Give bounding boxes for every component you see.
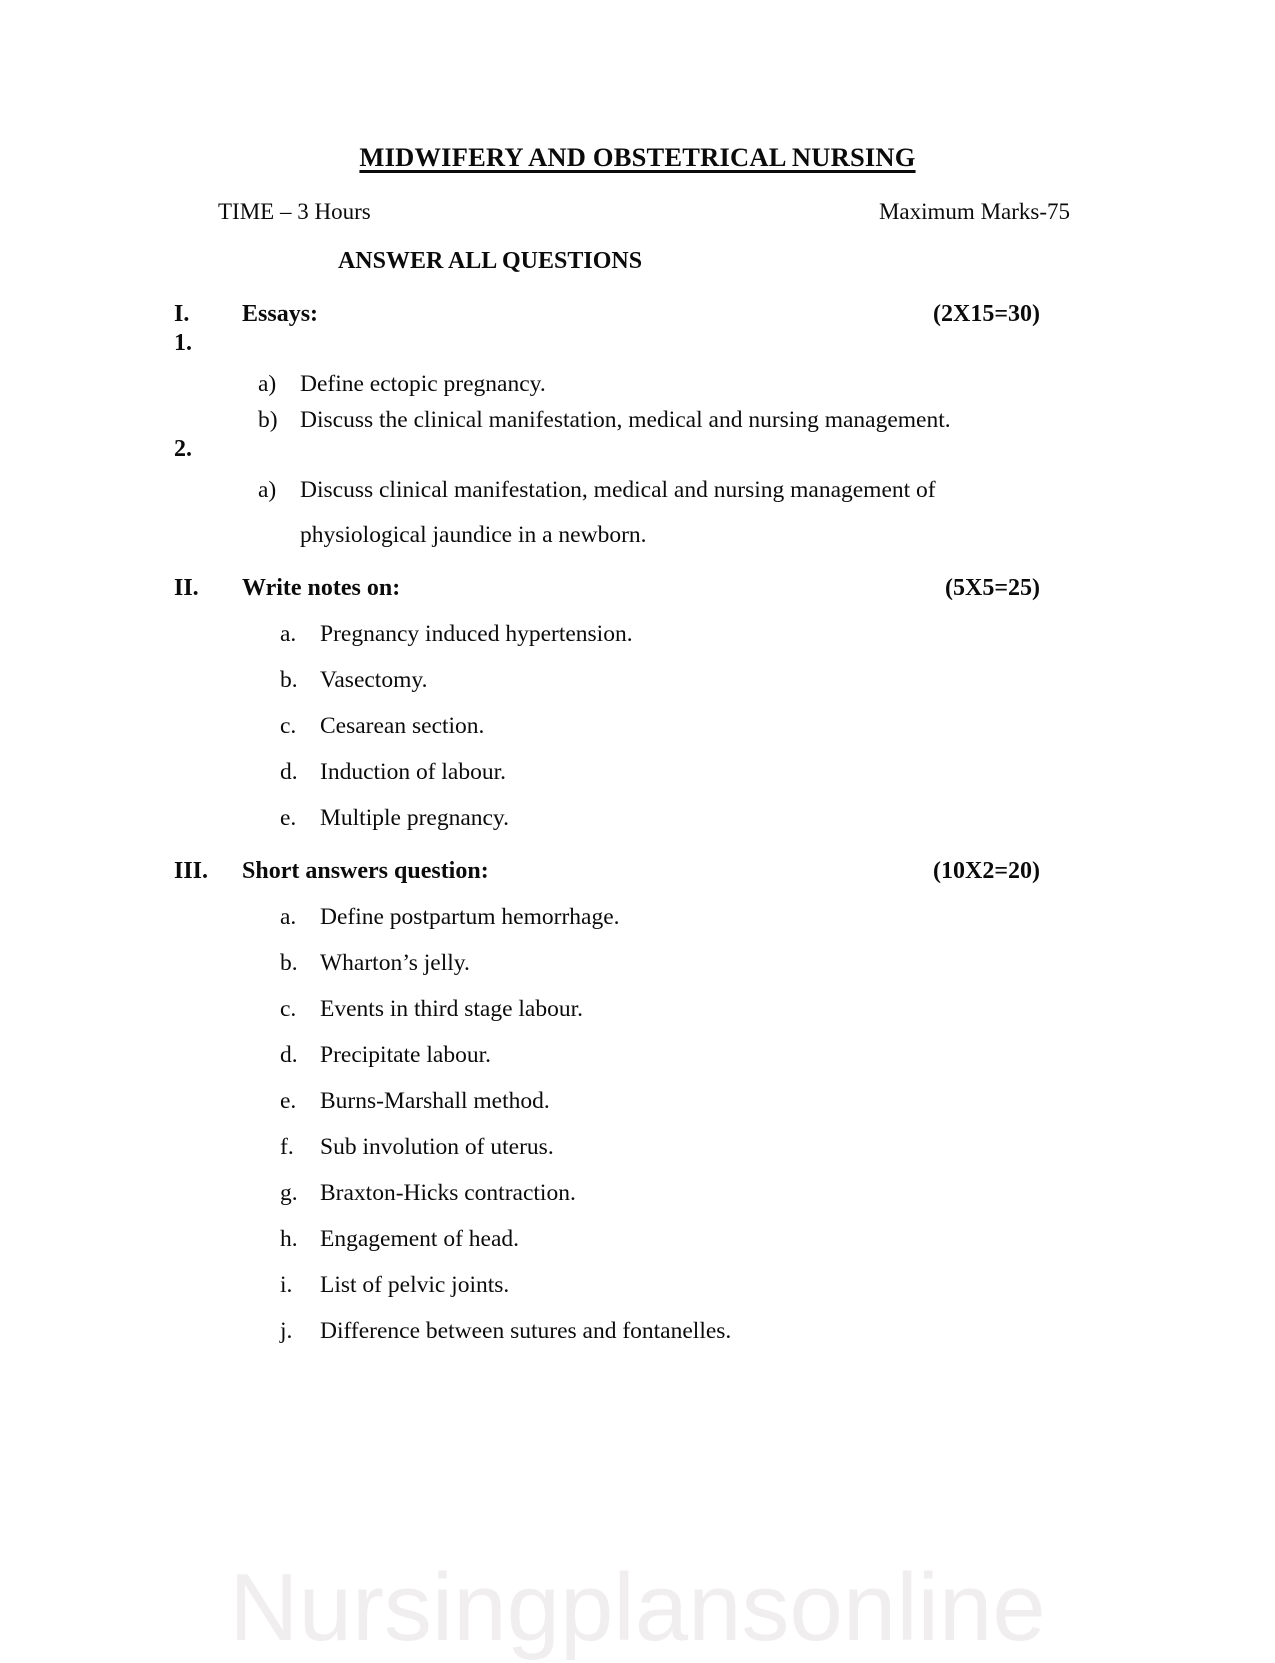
- item-marker: b.: [280, 667, 298, 693]
- page-title: MIDWIFERY AND OBSTETRICAL NURSING: [359, 142, 916, 172]
- list-item: [0, 904, 1275, 931]
- list-item: [0, 621, 1275, 648]
- item-marker: f.: [280, 1134, 294, 1160]
- item-marker: d.: [280, 759, 298, 785]
- section-title: Short answers question:: [242, 858, 489, 884]
- item-marker: a.: [280, 904, 297, 930]
- list-item: [0, 371, 1275, 398]
- item-text: List of pelvic joints.: [320, 1272, 510, 1298]
- item-marker: e.: [280, 805, 297, 831]
- section-marks: (5X5=25): [945, 575, 1040, 601]
- watermark: Nursingplansonline: [229, 1554, 1046, 1661]
- list-item: [0, 805, 1275, 832]
- item-marker: h.: [280, 1226, 298, 1252]
- item-marker: b): [258, 407, 278, 433]
- question-2-continuation: physiological jaundice in a newborn.: [300, 522, 647, 548]
- question-number-1: 1.: [174, 330, 192, 356]
- instruction-heading: ANSWER ALL QUESTIONS: [337, 248, 643, 274]
- list-item: [0, 407, 1275, 434]
- item-text: Multiple pregnancy.: [320, 805, 510, 831]
- list-item: [0, 713, 1275, 740]
- item-marker: a): [258, 371, 277, 397]
- question-1-subitems: [0, 371, 1275, 434]
- list-item: [0, 1318, 1275, 1345]
- item-marker: c.: [280, 996, 297, 1022]
- list-item: [0, 477, 1275, 504]
- item-text: Events in third stage labour.: [320, 996, 584, 1022]
- section-ii-items: [0, 621, 1275, 832]
- exam-meta-row: [0, 199, 1275, 225]
- time-label: TIME – 3 Hours: [218, 199, 371, 224]
- section-title: Write notes on:: [242, 575, 401, 601]
- item-marker: i.: [280, 1272, 293, 1298]
- question-number-2: 2.: [174, 436, 192, 462]
- section-marks: (10X2=20): [933, 858, 1040, 884]
- section-numeral: I.: [174, 301, 190, 327]
- list-item: [0, 950, 1275, 977]
- item-text: Sub involution of uterus.: [320, 1134, 554, 1160]
- list-item: [0, 1042, 1275, 1069]
- list-item: [0, 1088, 1275, 1115]
- item-text: Pregnancy induced hypertension.: [320, 621, 633, 647]
- item-text: Burns-Marshall method.: [320, 1088, 550, 1114]
- item-marker: b.: [280, 950, 298, 976]
- item-text: Define ectopic pregnancy.: [300, 371, 546, 397]
- item-text: Precipitate labour.: [320, 1042, 491, 1068]
- item-marker: d.: [280, 1042, 298, 1068]
- item-text: Difference between sutures and fontanelles.: [320, 1318, 732, 1344]
- item-text: Define postpartum hemorrhage.: [320, 904, 620, 930]
- item-text: Wharton’s jelly.: [320, 950, 470, 976]
- item-text: Vasectomy.: [320, 667, 428, 693]
- list-item: [0, 759, 1275, 786]
- item-text: Braxton-Hicks contraction.: [320, 1180, 576, 1206]
- item-text: Engagement of head.: [320, 1226, 520, 1252]
- list-item: [0, 1134, 1275, 1161]
- section-heading-iii: [0, 858, 1275, 885]
- item-marker: j.: [280, 1318, 293, 1344]
- section-heading-ii: [0, 575, 1275, 602]
- list-item: [0, 1272, 1275, 1299]
- item-marker: e.: [280, 1088, 297, 1114]
- item-text: Discuss the clinical manifestation, medical and nursing management.: [300, 407, 951, 433]
- item-text: Induction of labour.: [320, 759, 507, 785]
- question-2-subitems: [0, 477, 1275, 504]
- section-heading-i: [0, 301, 1275, 328]
- list-item: [0, 1226, 1275, 1253]
- item-text: Cesarean section.: [320, 713, 485, 739]
- item-marker: g.: [280, 1180, 298, 1206]
- section-numeral: III.: [174, 858, 209, 884]
- list-item: [0, 667, 1275, 694]
- item-text: Discuss clinical manifestation, medical and nursing management of: [300, 477, 936, 503]
- item-marker: a.: [280, 621, 297, 647]
- maximum-marks-label: Maximum Marks-75: [878, 199, 1070, 224]
- section-marks: (2X15=30): [933, 301, 1040, 327]
- list-item: [0, 1180, 1275, 1207]
- list-item: [0, 996, 1275, 1023]
- item-marker: a): [258, 477, 277, 503]
- item-marker: c.: [280, 713, 297, 739]
- section-iii-items: [0, 904, 1275, 1345]
- section-numeral: II.: [174, 575, 199, 601]
- section-title: Essays:: [242, 301, 319, 327]
